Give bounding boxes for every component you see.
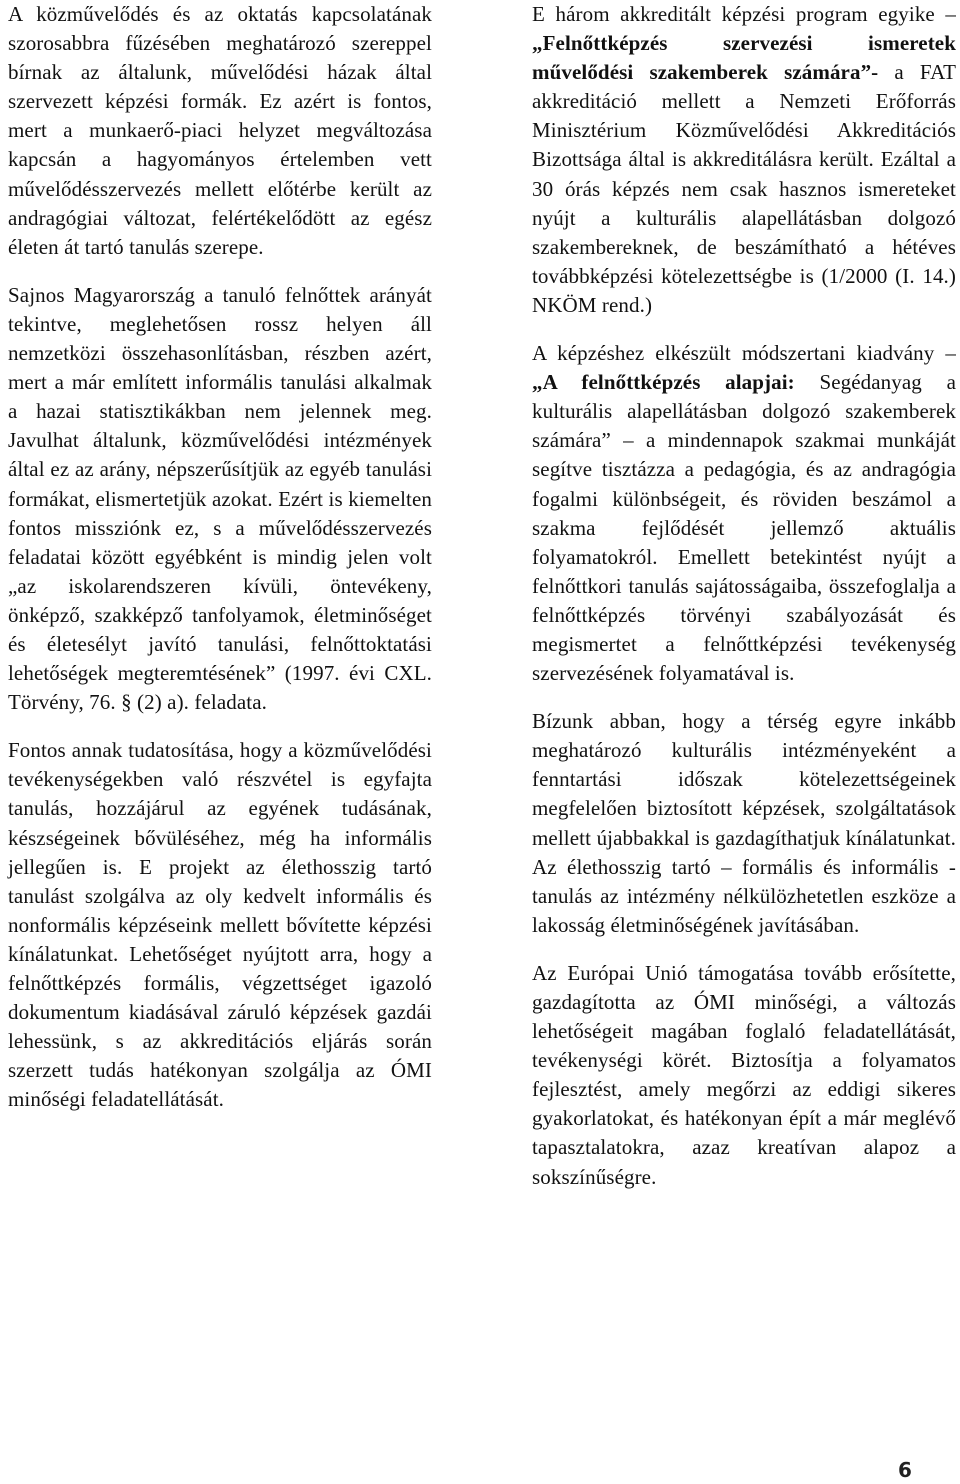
left-column — [8, 0, 432, 1114]
paragraph-right-4: Az Európai Unió támogatása tovább erősítette, gazdagította az ÓMI minőségi, a változás lehetőségeit magában foglaló feladatellátását, tevékenységi körét. Biztosítja a folyamatos fejlesztést, amely megőrzi az eddigi sikeres gyakorlatokat, és hatékonyan épít a már meglévő tapasztalatokra, azaz kreatívan alapoz a sokszínűségre. — [532, 960, 956, 1189]
paragraph-right-2-start: A képzéshez elkészült módszertani kiadvány – — [532, 341, 956, 366]
right-column — [532, 0, 956, 1192]
paragraph-right-2-end: Segédanyag a kulturális alapellátásban dolgozó szakemberek számára” – a mindennapok szakmai munkáját segítve tisztázza a pedagógia, és az andragógia fogalmi különbségeit, és röviden beszámol a szakma fejlődését jellemző aktuális folyamatokról. Emellett betekintést nyújt a felnőttkori tanulás sajátosságaiba, összefoglalja a felnőttképzés törvényi szabályozását és megismertet a felnőttképzési tevékenység szervezésének folyamatával is. — [532, 370, 956, 686]
publication-title: „A felnőttképzés alapjai: — [532, 370, 795, 395]
program-title: „Felnőttképzés szervezési ismeretek művelődési szakemberek számára”- — [532, 31, 956, 85]
paragraph-left-3: Fontos annak tudatosítása, hogy a közművelődési tevékenységekben való részvétel is egyfajta tanulás, hozzájárul az egyének tudásának, készségeinek bővüléséhez, még ha informális jellegűen is. E projekt az élethosszig tartó tanulást szolgálva az oly kedvelt informális és nonformális képzéseink mellett bővítette képzési kínálatunkat. Lehetőséget nyújtott arra, hogy a felnőttképzés formális, végzettséget igazoló dokumentum kiadásával záruló képzések gazdái lehessünk, s az akkreditációs eljárás során szerzett tudás hatékonyan szolgálja az ÓMI minőségi feladatellátását. — [8, 738, 432, 1112]
paragraph-right-1-start: E három akkreditált képzési program egyike – — [532, 2, 956, 26]
paragraph-right-2 — [532, 339, 956, 688]
paragraph-right-1 — [532, 0, 956, 320]
paragraph-right-1-end: a FAT akkreditáció mellett a Nemzeti Erőforrás Minisztérium Közművelődési Akkreditációs Bizottsága által is akkreditálásra került. Ezáltal a 30 órás képzés nem csak hasznos ismereteket nyújt a kulturális alapellátásban dolgozó szakembereknek, de beszámítható a hétéves továbbképzési kötelezettségbe is (1/2000 (I. 14.) NKÖM rend.) — [532, 60, 956, 317]
paragraph-right-3: Bízunk abban, hogy a térség egyre inkább meghatározó kulturális intézményeként a fenntartási időszak kötelezettségeinek megfelelően biztosított képzések, szolgáltatások mellett újabbakkal is gazdagíthatjuk kínálatunkat. Az élethosszig tartó – formális és informális - tanulás az intézmény nélkülözhetetlen eszköze a lakosság életminőségének javításában. — [532, 709, 956, 937]
page-number: 6 — [898, 1458, 912, 1482]
paragraph-left-2: Sajnos Magyarország a tanuló felnőttek arányát tekintve, meglehetősen rossz helyen áll nemzetközi összehasonlításban, részben azért, mert a már említett informális tanulási alkalmak a hazai statisztikákban nem jelennek meg. Javulhat általunk, közművelődési intézmények által ez az arány, népszerűsítjük az egyéb tanulási formákat, elismertetjük azokat. Ezért is kiemelten fontos missziónk ez, s a művelődésszervezés feladatai között egyébként is mindig jelen volt „az iskolarendszeren kívüli, öntevékeny, önképző, szakképző tanfolyamok, életminőséget és életesélyt javító tanulási, felnőttoktatási lehetőségek megteremtésének” (1997. évi CXL. Törvény, 76. § (2) a). feladata. — [8, 282, 432, 715]
paragraph-left-1: A közművelődés és az oktatás kapcsolatának szorosabbra fűzésében meghatározó szereppel bírnak az általunk, művelődési házak által szervezett képzési formák. Ez azért is fontos, mert a munkaerő-piaci helyzet megváltozása kapcsán a hagyományos értelemben vett művelődésszervezés mellett előtérbe került az andragógiai változat, felértékelődött az egész életen át tartó tanulás szerepe. — [8, 2, 432, 259]
